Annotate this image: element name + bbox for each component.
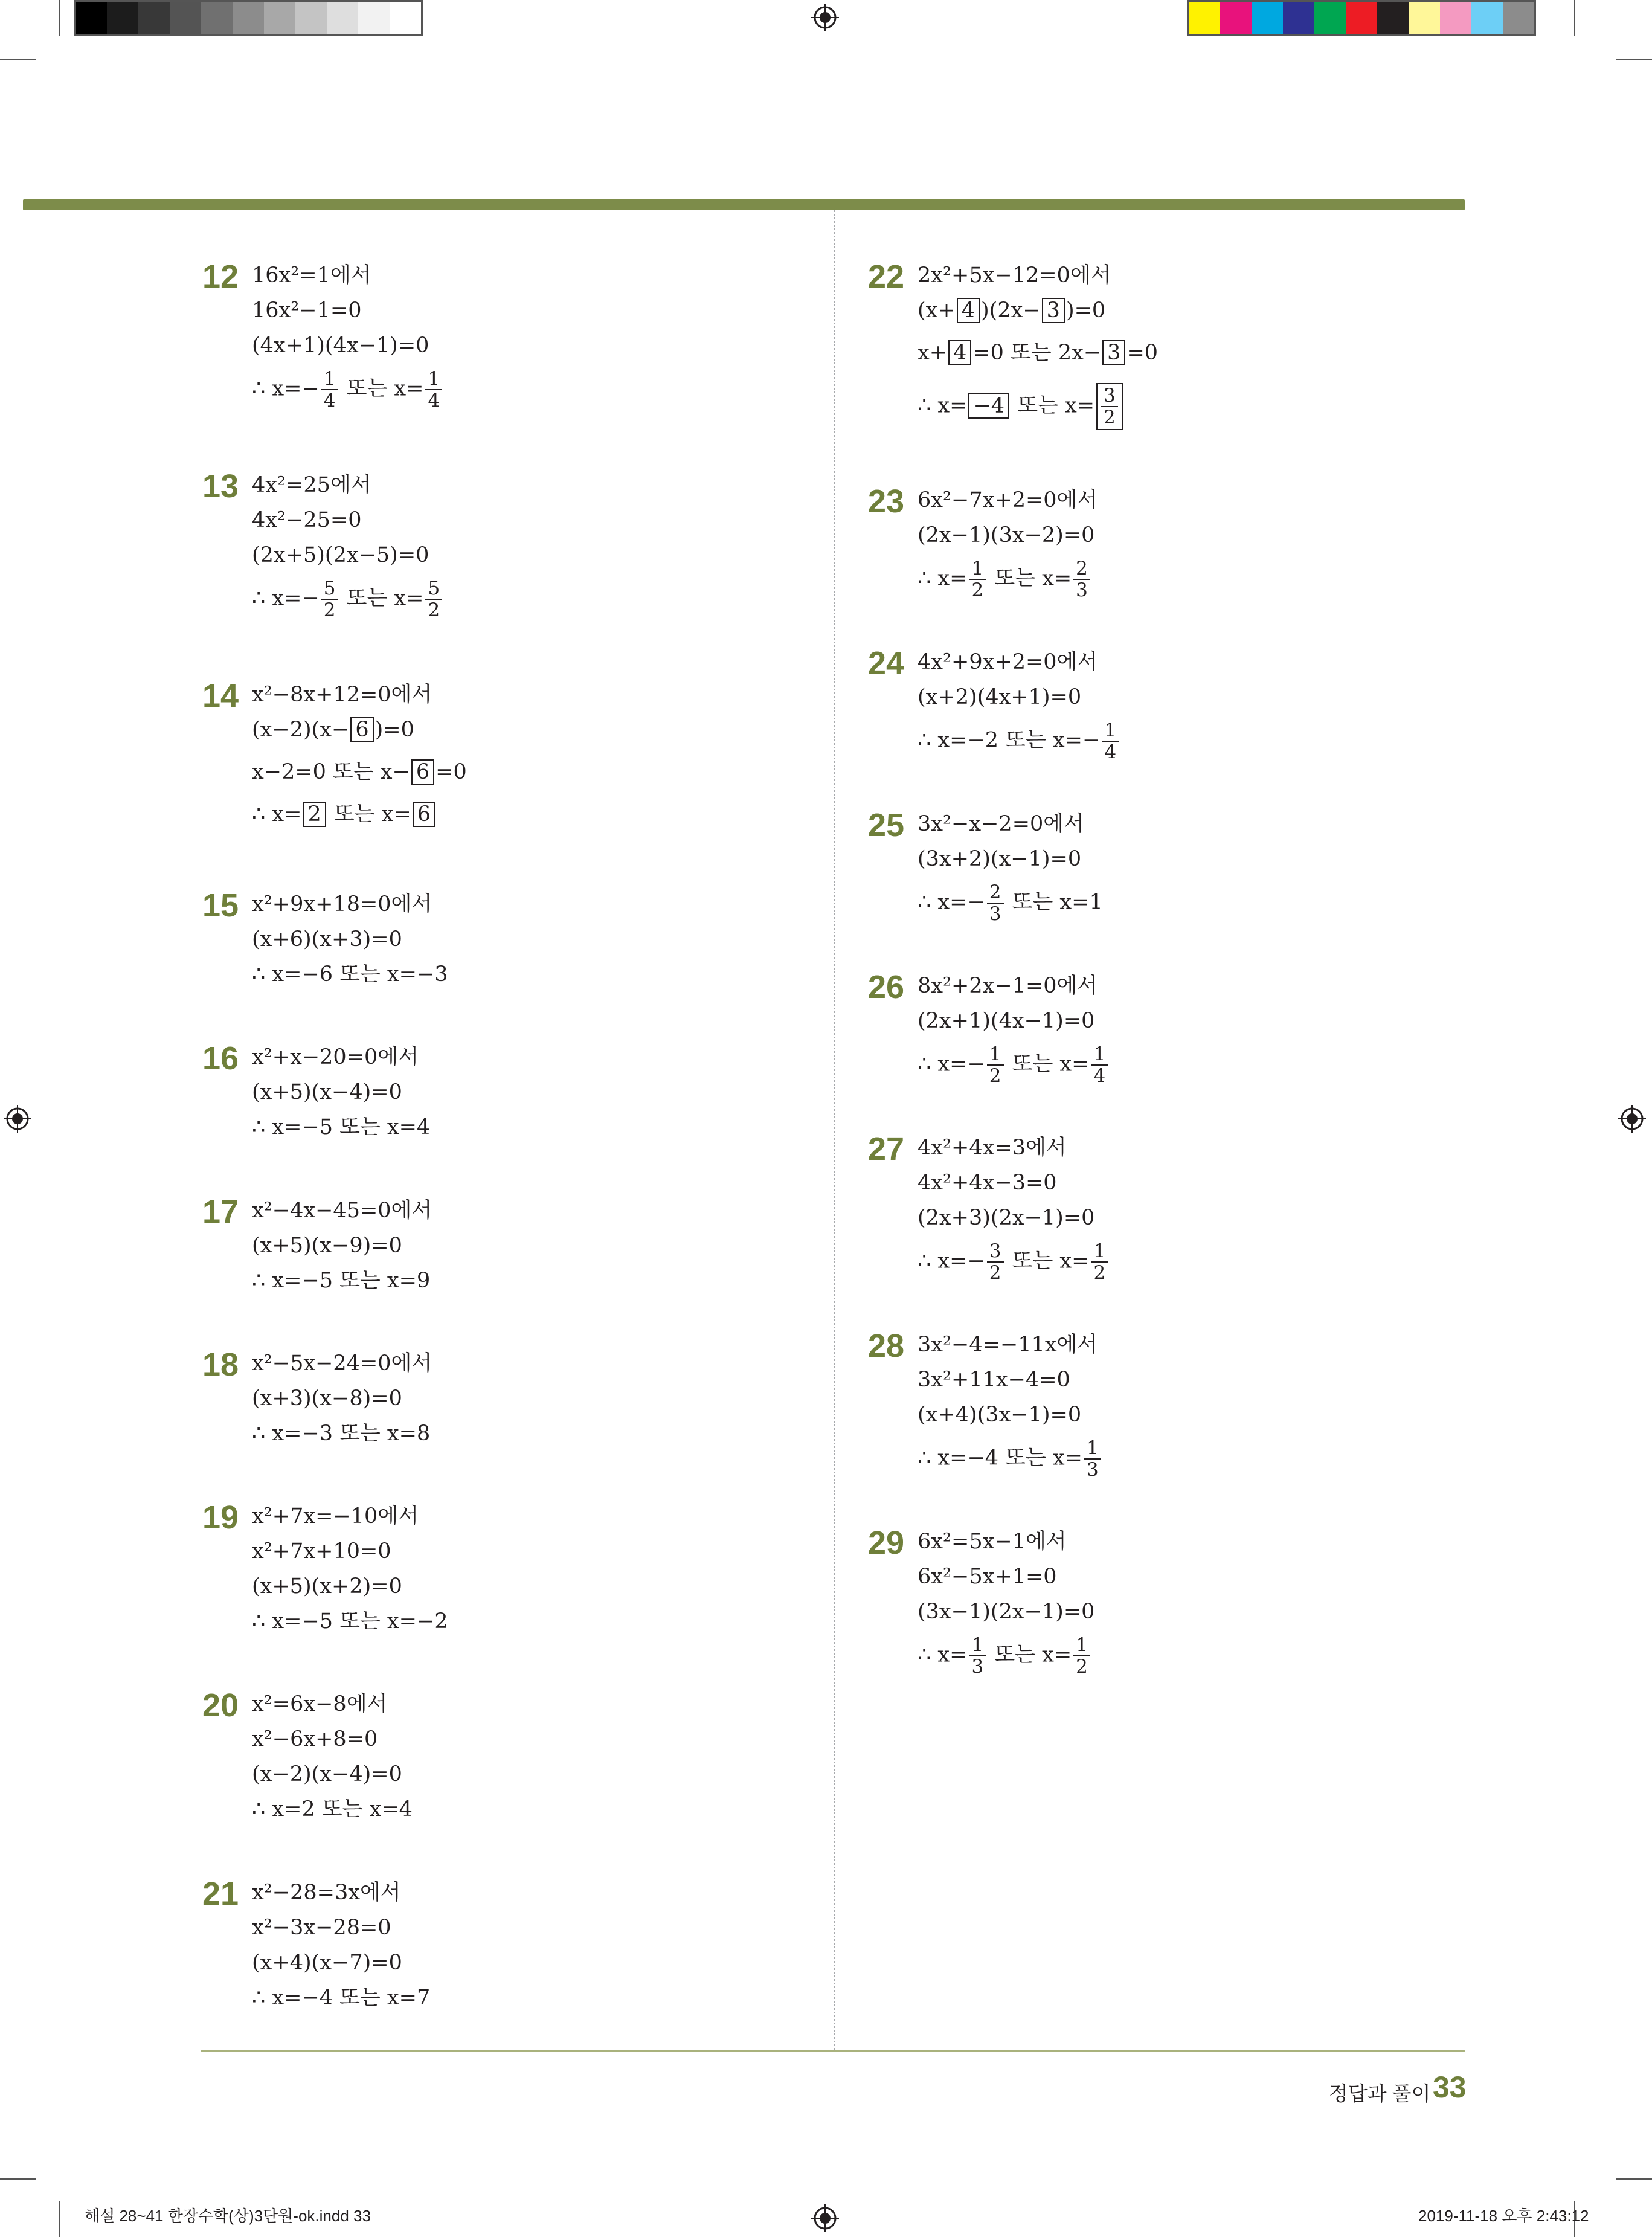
fraction-denominator: 4 [323,390,336,411]
problem-number: 21 [202,1876,239,1912]
math-text: ∴ x=−4 또는 x=7 [252,1986,431,2010]
color-swatch [170,2,201,34]
solution-line [252,1114,430,1141]
solution-line [918,487,1098,513]
solution-line [918,1563,1057,1590]
solution-line [918,522,1094,549]
solution-line [252,1197,432,1224]
color-swatch [1252,2,1283,34]
color-swatch [138,2,170,34]
math-text: ∴ x=− [918,890,985,915]
solution-line [252,961,448,988]
fraction [321,369,338,411]
math-text: (2x+1)(4x−1)=0 [918,1009,1095,1033]
fraction-denominator: 3 [989,903,1001,925]
solution-line [252,369,444,411]
section-label: 정답과 풀이 [1329,2082,1431,2105]
math-text: (3x−1)(2x−1)=0 [918,1600,1095,1624]
color-swatch [201,2,233,34]
math-text: (x+ [918,298,956,323]
solution-line [252,297,362,324]
math-text: 2x²+5x−12=0에서 [918,263,1111,288]
solution-line [252,1879,401,1906]
math-text: (x+4)(x−7)=0 [252,1951,402,1975]
solution-line [252,926,402,953]
solution-line [252,1079,402,1106]
math-text: x²+9x+18=0에서 [252,892,432,916]
math-text: (x+5)(x−4)=0 [252,1080,402,1104]
fraction-numerator: 1 [969,558,986,580]
solution-line [252,1538,391,1565]
math-text: x²−3x−28=0 [252,1916,391,1940]
fraction [425,578,442,620]
color-swatch [327,2,358,34]
solution-line [918,1331,1098,1358]
problem-number: 27 [868,1131,905,1167]
solution-line [252,1726,378,1753]
fraction-numerator: 5 [321,578,338,600]
solution-line [252,472,371,498]
math-text: x²+7x=−10에서 [252,1504,419,1528]
color-swatch [1346,2,1377,34]
math-text: ∴ x=−2 또는 x=− [918,728,1101,753]
solution-line [918,1241,1110,1283]
fraction-denominator: 2 [323,599,336,621]
fraction [1091,1241,1108,1283]
fraction-numerator: 2 [1073,558,1090,580]
crop-mark [1616,2178,1652,2180]
math-text: ∴ x=− [918,1249,985,1273]
problem-number: 20 [202,1687,239,1724]
math-text: 또는 x= [1005,1052,1090,1077]
crop-mark [0,59,36,60]
math-text: 6x²−5x+1=0 [918,1565,1057,1589]
color-swatch [1377,2,1409,34]
gray-calibration-bar [74,0,423,36]
solution-line [918,1205,1094,1231]
math-text: ∴ x=− [918,1052,985,1077]
math-text: ∴ x=−3 또는 x=8 [252,1421,431,1446]
fraction-numerator: 3 [987,1241,1004,1263]
fraction-denominator: 2 [428,599,440,621]
answer-box: 3 [1102,340,1125,365]
math-text: ∴ x=− [252,376,320,401]
solution-line [918,1008,1094,1034]
solution-line [252,1608,448,1635]
fraction [987,1241,1004,1283]
solution-line [252,1267,430,1294]
math-text: ∴ x=−5 또는 x=9 [252,1269,431,1293]
problem-number: 15 [202,887,239,924]
fraction-denominator: 2 [989,1065,1001,1087]
math-text: ∴ x=−6 또는 x=−3 [252,962,448,987]
problem-number: 23 [868,483,905,520]
solution-line [918,340,1158,366]
math-text: ∴ x=2 또는 x=4 [252,1797,413,1821]
crop-mark [0,2178,36,2180]
math-text: (2x−1)(3x−2)=0 [918,523,1095,547]
answer-box: 6 [411,759,434,785]
fraction-numerator: 1 [1091,1241,1108,1263]
math-text: ∴ x=− [252,586,320,611]
problem-number: 29 [868,1525,905,1561]
fraction-numerator: 1 [1091,1044,1108,1066]
math-text: 16x²−1=0 [252,298,362,323]
solution-line [918,1366,1070,1393]
math-text: x²=6x−8에서 [252,1692,388,1716]
solution-line [252,1385,402,1412]
problem-number: 17 [202,1194,239,1230]
math-text: 4x²=25에서 [252,473,371,497]
problem-number: 18 [202,1347,239,1383]
fraction [1073,558,1090,600]
crop-mark [59,2201,60,2237]
math-text: (x+3)(x−8)=0 [252,1386,402,1411]
fraction-numerator: 1 [425,369,442,390]
header-accent-bar [23,199,1465,210]
math-text: (x+6)(x+3)=0 [252,927,402,951]
solution-line [918,1598,1094,1625]
answer-box: 3 [1042,298,1065,323]
slug-filename: 해설 28~41 한장수학(상)3단원-ok.indd 33 [85,2207,371,2225]
math-text: (x+5)(x−9)=0 [252,1234,402,1258]
math-text: x+ [918,341,948,365]
math-text: x²−6x+8=0 [252,1727,378,1751]
fraction-numerator: 1 [1084,1438,1101,1460]
fraction-denominator: 4 [428,390,440,411]
color-swatch [107,2,138,34]
solution-line [918,297,1105,324]
fraction-denominator: 3 [1076,579,1088,601]
color-swatch [1409,2,1440,34]
math-text: ∴ x= [918,1643,968,1667]
solution-line [252,578,444,620]
solution-line [918,1635,1092,1677]
fraction [987,882,1004,924]
math-text: (x+2)(4x+1)=0 [918,685,1082,709]
answer-box: 4 [957,298,980,323]
math-text: 3x²−4=−11x에서 [918,1333,1098,1357]
solution-line [252,1350,432,1377]
answer-box: −4 [968,393,1009,419]
solution-line [918,973,1098,999]
solution-line [252,1914,391,1941]
answer-box: 6 [350,717,373,742]
solution-line [252,1232,402,1259]
fraction-denominator: 2 [971,579,984,601]
math-text: 또는 x=1 [1005,890,1103,915]
math-text: x²−28=3x에서 [252,1881,401,1905]
problem-number: 28 [868,1328,905,1364]
fraction-denominator: 2 [1104,407,1116,428]
crop-mark [1616,59,1652,60]
solution-line [918,649,1098,675]
math-text: 6x²−7x+2=0에서 [918,488,1098,512]
solution-line [252,1503,419,1530]
math-text: 8x²+2x−1=0에서 [918,974,1098,998]
solution-line [252,1691,387,1717]
fraction [1091,1044,1108,1086]
math-text: 6x²=5x−1에서 [918,1530,1067,1554]
fraction-denominator: 2 [989,1262,1001,1284]
math-text: 또는 x= [1005,1249,1090,1273]
fraction-denominator: 2 [1076,1656,1088,1678]
math-text: =0 또는 2x− [972,341,1102,365]
solution-line [918,1402,1081,1428]
color-swatch [233,2,264,34]
fraction [425,369,442,411]
solution-line [252,262,371,289]
problem-number: 25 [868,807,905,843]
math-text: (x−2)(x−4)=0 [252,1762,402,1786]
math-text: 4x²+9x+2=0에서 [918,650,1098,674]
solution-line [252,716,414,743]
color-swatch [1314,2,1346,34]
answer-box: 4 [948,340,971,365]
math-text: (4x+1)(4x−1)=0 [252,333,429,358]
math-text: 3x²+11x−4=0 [918,1368,1070,1392]
fraction-numerator: 1 [1102,720,1119,742]
boxed-fraction [1096,383,1123,430]
math-text: 4x²−25=0 [252,508,362,532]
registration-mark-icon [4,1105,31,1133]
color-swatch [1283,2,1314,34]
math-text: x²−8x+12=0에서 [252,683,432,707]
fraction-denominator: 3 [971,1656,984,1678]
math-text: )=0 [1065,298,1106,323]
math-text: 또는 x= [1011,393,1095,418]
math-text: ∴ x=−5 또는 x=4 [252,1115,431,1139]
math-text: 4x²+4x−3=0 [918,1171,1057,1195]
math-text: 또는 x= [327,802,411,826]
math-text: ∴ x= [918,566,968,591]
math-text: x²−5x−24=0에서 [252,1351,432,1376]
crop-mark [59,0,60,36]
color-swatch [76,2,107,34]
math-text: 또는 x= [988,1643,1072,1667]
page-number: 33 [1433,2070,1467,2104]
solution-line [918,262,1111,289]
fraction [987,1044,1004,1086]
solution-line [918,558,1092,600]
solution-line [918,1135,1067,1161]
fraction-numerator: 3 [1101,385,1118,407]
answer-box: 2 [303,802,326,827]
solution-line [918,1170,1057,1196]
solution-line [252,1420,430,1447]
math-text: (x+5)(x+2)=0 [252,1574,402,1598]
solution-line [918,720,1120,762]
answer-box: 6 [413,802,435,827]
color-swatch [1440,2,1471,34]
solution-line [252,1044,419,1070]
problem-number: 19 [202,1499,239,1536]
color-swatch [1471,2,1503,34]
fraction [1102,720,1119,762]
slug-timestamp: 2019-11-18 오후 2:43:12 [1418,2207,1589,2225]
problem-number: 16 [202,1040,239,1077]
fraction-numerator: 1 [1073,1635,1090,1656]
solution-line [252,542,429,568]
color-swatch [1503,2,1534,34]
math-text: 16x²=1에서 [252,263,371,288]
math-text: x²−4x−45=0에서 [252,1199,432,1223]
color-swatch [295,2,327,34]
solution-line [252,1573,402,1600]
solution-line [918,1438,1103,1480]
math-text: )=0 [374,718,414,742]
math-text: (x+4)(3x−1)=0 [918,1403,1082,1427]
math-text: x−2=0 또는 x− [252,760,410,784]
problem-number: 13 [202,468,239,504]
math-text: ∴ x= [918,393,968,418]
fraction-numerator: 5 [425,578,442,600]
fraction [1084,1438,1101,1480]
math-text: 또는 x= [339,376,424,401]
math-text: (x−2)(x− [252,718,350,742]
problem-number: 12 [202,259,239,295]
color-calibration-bar [1187,0,1536,36]
fraction-denominator: 4 [1093,1065,1106,1087]
fraction-numerator: 1 [969,1635,986,1656]
fraction-denominator: 2 [1093,1262,1106,1284]
color-swatch [390,2,421,34]
color-swatch [1189,2,1220,34]
math-text: 또는 x= [339,586,424,611]
math-text: ∴ x= [252,802,302,826]
solution-line [252,801,437,828]
solution-line [252,1949,402,1976]
problem-number: 26 [868,969,905,1005]
math-text: 4x²+4x=3에서 [918,1136,1067,1160]
fraction [321,578,338,620]
color-swatch [1220,2,1252,34]
registration-mark-icon [1618,1105,1646,1133]
solution-line [252,1984,430,2011]
solution-line [252,1796,413,1823]
math-text: x²+x−20=0에서 [252,1045,419,1069]
solution-line [918,1044,1110,1086]
fraction-numerator: 1 [987,1044,1004,1066]
solution-line [252,332,429,359]
math-text: 또는 x= [988,566,1072,591]
problem-number: 14 [202,678,239,714]
solution-line [252,507,362,533]
math-text: )(2x− [981,298,1041,323]
math-text: =0 [1127,341,1159,365]
solution-line [918,882,1103,924]
color-swatch [358,2,390,34]
math-text: x²+7x+10=0 [252,1539,391,1563]
solution-line [252,891,432,918]
solution-line [918,383,1125,430]
fraction-denominator: 4 [1104,741,1117,763]
solution-line [252,1761,402,1788]
column-divider [834,210,835,2050]
problem-number: 24 [868,645,905,681]
solution-line [918,811,1084,837]
math-text: (3x+2)(x−1)=0 [918,847,1082,871]
crop-mark [1574,0,1575,36]
footer-rule [201,2050,1465,2052]
registration-mark-icon [811,2204,839,2232]
math-text: (2x+3)(2x−1)=0 [918,1206,1095,1230]
fraction-numerator: 1 [321,369,338,390]
fraction [1073,1635,1090,1677]
math-text: =0 [435,760,467,784]
fraction-numerator: 2 [987,882,1004,904]
solution-line [252,759,467,785]
color-swatch [264,2,295,34]
math-text: (2x+5)(2x−5)=0 [252,543,429,567]
math-text: ∴ x=−5 또는 x=−2 [252,1609,448,1633]
math-text: ∴ x=−4 또는 x= [918,1446,1082,1470]
fraction [969,1635,986,1677]
solution-line [918,846,1081,872]
fraction [969,558,986,600]
math-text: 3x²−x−2=0에서 [918,812,1084,836]
solution-line [918,684,1081,710]
registration-mark-icon [811,4,839,31]
solution-line [918,1528,1067,1555]
solution-line [252,681,432,708]
fraction-denominator: 3 [1087,1459,1099,1481]
problem-number: 22 [868,259,905,295]
